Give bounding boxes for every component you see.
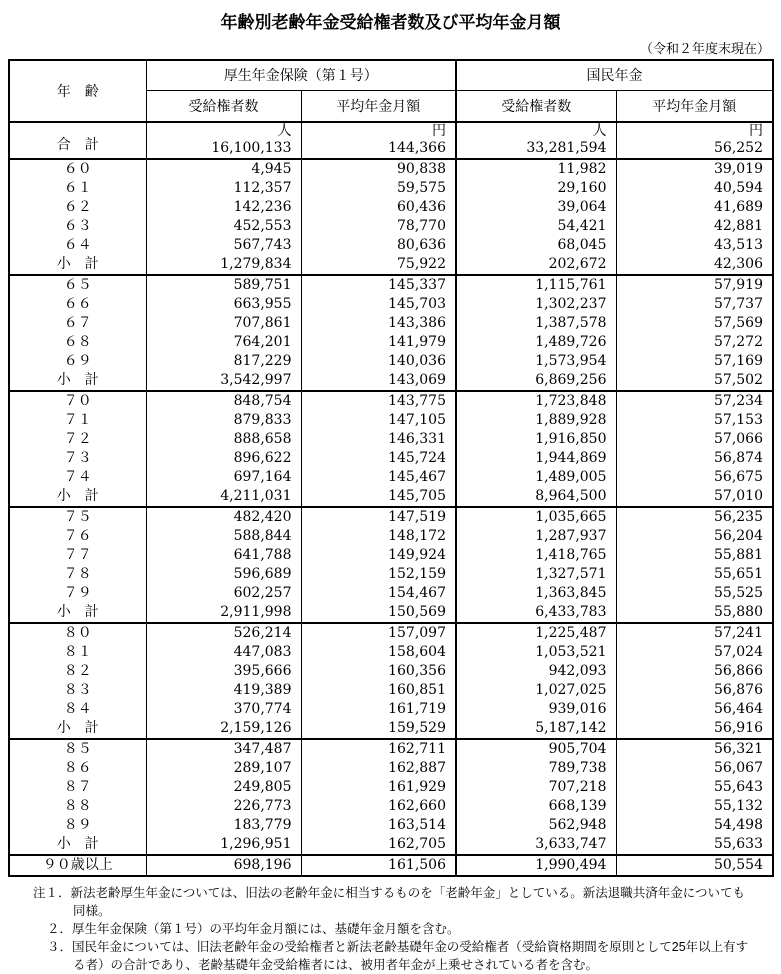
value-cell: 57,569 — [616, 314, 773, 333]
age-label: ６４ — [9, 236, 146, 255]
value-cell: 56,675 — [616, 468, 773, 487]
total-value: 144,366 — [388, 140, 446, 156]
value-cell: 226,773 — [146, 797, 301, 816]
value-cell: 59,575 — [301, 179, 456, 198]
footnote-label: ２． — [47, 922, 73, 936]
age-label: ９０歳以上 — [9, 855, 146, 876]
total-value: 56,252 — [714, 140, 763, 156]
age-label: 小 計 — [9, 255, 146, 275]
age-row — [9, 739, 773, 759]
footnotes — [0, 884, 750, 974]
age-label: ７０ — [9, 391, 146, 411]
age-label: ６１ — [9, 179, 146, 198]
value-cell: 143,775 — [301, 391, 456, 411]
value-cell: 1,387,578 — [456, 314, 616, 333]
age-row — [9, 507, 773, 527]
as-of-date: （令和２年度末現在） — [639, 42, 770, 57]
value-cell: 879,833 — [146, 411, 301, 430]
value-cell: 1,723,848 — [456, 391, 616, 411]
value-cell: 55,132 — [616, 797, 773, 816]
value-cell: 80,636 — [301, 236, 456, 255]
footnote-label: 注１． — [33, 886, 71, 900]
value-cell: 57,169 — [616, 352, 773, 371]
value-cell: 56,866 — [616, 662, 773, 681]
value-cell: 395,666 — [146, 662, 301, 681]
value-cell: 707,218 — [456, 778, 616, 797]
value-cell: 1,363,845 — [456, 584, 616, 603]
age-label: 小 計 — [9, 603, 146, 623]
age-label: ８２ — [9, 662, 146, 681]
value-cell: 112,357 — [146, 179, 301, 198]
value-cell — [301, 122, 456, 159]
value-cell: 39,019 — [616, 159, 773, 179]
value-cell: 183,779 — [146, 816, 301, 835]
age-row — [9, 816, 773, 835]
unit-label: 円 — [749, 123, 763, 139]
age-label: ７１ — [9, 411, 146, 430]
total-value: 16,100,133 — [211, 140, 292, 156]
value-cell: 159,529 — [301, 719, 456, 739]
value-cell: 1,489,726 — [456, 333, 616, 352]
age-label: ８５ — [9, 739, 146, 759]
age-label: ８７ — [9, 778, 146, 797]
value-cell: 78,770 — [301, 217, 456, 236]
age-label: ６９ — [9, 352, 146, 371]
age-row — [9, 430, 773, 449]
value-cell: 57,502 — [616, 371, 773, 391]
age-label: ６８ — [9, 333, 146, 352]
value-cell: 142,236 — [146, 198, 301, 217]
value-cell: 56,464 — [616, 700, 773, 719]
value-cell: 57,153 — [616, 411, 773, 430]
value-cell: 56,235 — [616, 507, 773, 527]
value-cell: 11,982 — [456, 159, 616, 179]
value-cell: 158,604 — [301, 643, 456, 662]
value-cell: 663,955 — [146, 295, 301, 314]
over90-row — [9, 855, 773, 876]
value-cell: 1,489,005 — [456, 468, 616, 487]
value-cell: 289,107 — [146, 759, 301, 778]
age-row — [9, 565, 773, 584]
value-cell: 57,024 — [616, 643, 773, 662]
over90-section — [9, 855, 773, 876]
value-cell: 41,689 — [616, 198, 773, 217]
value-cell: 5,187,142 — [456, 719, 616, 739]
value-cell: 6,433,783 — [456, 603, 616, 623]
age-label: ８１ — [9, 643, 146, 662]
value-cell: 56,321 — [616, 739, 773, 759]
age-label: ７２ — [9, 430, 146, 449]
age-row — [9, 700, 773, 719]
value-cell: 905,704 — [456, 739, 616, 759]
age-row — [9, 217, 773, 236]
age-row — [9, 333, 773, 352]
subtotal-row — [9, 255, 773, 275]
total-value: 33,281,594 — [526, 140, 607, 156]
value-cell: 57,234 — [616, 391, 773, 411]
age-label: ６７ — [9, 314, 146, 333]
value-cell: 942,093 — [456, 662, 616, 681]
age-row — [9, 449, 773, 468]
value-cell: 562,948 — [456, 816, 616, 835]
unit-label: 人 — [592, 123, 607, 139]
column-group-kosei-nenkin: 厚生年金保険（第１号） — [146, 60, 456, 90]
footnote-text: 国民年金については、旧法老齢年金の受給権者と新法老齢基礎年金の受給権者（受給資格期間を原則として25年以上有する者）の合計であり、老齢基礎年金受給権者には、被用者年金が上乗せされている者を含む。 — [72, 940, 749, 972]
age-row — [9, 643, 773, 662]
value-cell: 939,016 — [456, 700, 616, 719]
value-cell: 2,911,998 — [146, 603, 301, 623]
value-cell: 42,881 — [616, 217, 773, 236]
value-cell: 419,389 — [146, 681, 301, 700]
value-cell: 55,633 — [616, 835, 773, 855]
age-label: ７４ — [9, 468, 146, 487]
value-cell: 68,045 — [456, 236, 616, 255]
value-cell: 4,945 — [146, 159, 301, 179]
value-cell: 149,924 — [301, 546, 456, 565]
value-cell: 3,542,997 — [146, 371, 301, 391]
value-cell: 482,420 — [146, 507, 301, 527]
age-label: ７５ — [9, 507, 146, 527]
value-cell: 140,036 — [301, 352, 456, 371]
value-cell: 146,331 — [301, 430, 456, 449]
value-cell: 57,272 — [616, 333, 773, 352]
page-title: 年齢別老齢年金受給権者数及び平均年金月額 — [220, 13, 561, 32]
value-cell: 1,279,834 — [146, 255, 301, 275]
value-cell: 154,467 — [301, 584, 456, 603]
footnote-text: 厚生年金保険（第１号）の平均年金月額には、基礎年金月額を含む。 — [72, 922, 460, 936]
age-label: 小 計 — [9, 835, 146, 855]
value-cell: 145,703 — [301, 295, 456, 314]
age-label: 合 計 — [9, 122, 146, 159]
age-label: ８３ — [9, 681, 146, 700]
value-cell: 347,487 — [146, 739, 301, 759]
value-cell: 162,887 — [301, 759, 456, 778]
value-cell: 161,506 — [301, 855, 456, 876]
value-cell: 596,689 — [146, 565, 301, 584]
age-label: ７７ — [9, 546, 146, 565]
value-cell: 162,705 — [301, 835, 456, 855]
value-cell: 90,838 — [301, 159, 456, 179]
value-cell: 764,201 — [146, 333, 301, 352]
unit-label: 円 — [432, 123, 446, 139]
value-cell: 54,498 — [616, 816, 773, 835]
value-cell: 57,066 — [616, 430, 773, 449]
value-cell: 55,880 — [616, 603, 773, 623]
value-cell: 161,929 — [301, 778, 456, 797]
value-cell: 42,306 — [616, 255, 773, 275]
value-cell: 1,889,928 — [456, 411, 616, 430]
value-cell: 589,751 — [146, 275, 301, 295]
value-cell: 43,513 — [616, 236, 773, 255]
value-cell: 1,287,937 — [456, 527, 616, 546]
value-cell: 1,327,571 — [456, 565, 616, 584]
value-cell: 40,594 — [616, 179, 773, 198]
footnote — [0, 884, 750, 920]
value-cell: 152,159 — [301, 565, 456, 584]
value-cell: 1,115,761 — [456, 275, 616, 295]
subtotal-row — [9, 603, 773, 623]
value-cell: 602,257 — [146, 584, 301, 603]
value-cell: 160,356 — [301, 662, 456, 681]
value-cell: 817,229 — [146, 352, 301, 371]
value-cell: 1,296,951 — [146, 835, 301, 855]
value-cell: 1,302,237 — [456, 295, 616, 314]
value-cell: 75,922 — [301, 255, 456, 275]
subtotal-row — [9, 487, 773, 507]
age-label: ８４ — [9, 700, 146, 719]
unit-label: 人 — [277, 123, 292, 139]
subtotal-row — [9, 835, 773, 855]
value-cell — [456, 122, 616, 159]
age-row — [9, 314, 773, 333]
value-cell: 145,337 — [301, 275, 456, 295]
column-header-avg-pension-kosei: 平均年金月額 — [301, 90, 456, 122]
age-label: ７９ — [9, 584, 146, 603]
subtotal-row — [9, 371, 773, 391]
age-label: ８６ — [9, 759, 146, 778]
value-cell: 707,861 — [146, 314, 301, 333]
value-cell: 2,159,126 — [146, 719, 301, 739]
value-cell: 1,573,954 — [456, 352, 616, 371]
column-header-avg-pension-kokumin: 平均年金月額 — [616, 90, 773, 122]
value-cell — [616, 122, 773, 159]
value-cell: 56,204 — [616, 527, 773, 546]
value-cell: 1,944,869 — [456, 449, 616, 468]
age-row — [9, 468, 773, 487]
value-cell: 163,514 — [301, 816, 456, 835]
age-label: ７６ — [9, 527, 146, 546]
value-cell: 160,851 — [301, 681, 456, 700]
value-cell: 57,241 — [616, 623, 773, 643]
age-label: ６０ — [9, 159, 146, 179]
value-cell: 60,436 — [301, 198, 456, 217]
footnote-label: ３． — [47, 940, 73, 954]
value-cell: 143,069 — [301, 371, 456, 391]
value-cell: 447,083 — [146, 643, 301, 662]
value-cell: 6,869,256 — [456, 371, 616, 391]
age-label: ８８ — [9, 797, 146, 816]
value-cell: 526,214 — [146, 623, 301, 643]
value-cell: 1,225,487 — [456, 623, 616, 643]
groups-section — [9, 159, 773, 855]
age-row — [9, 546, 773, 565]
subtotal-row — [9, 719, 773, 739]
age-label: ７８ — [9, 565, 146, 584]
age-row — [9, 778, 773, 797]
age-label: ６５ — [9, 275, 146, 295]
value-cell: 3,633,747 — [456, 835, 616, 855]
value-cell: 145,467 — [301, 468, 456, 487]
age-row — [9, 159, 773, 179]
value-cell: 55,525 — [616, 584, 773, 603]
value-cell — [146, 122, 301, 159]
value-cell: 148,172 — [301, 527, 456, 546]
age-label: ８９ — [9, 816, 146, 835]
value-cell: 55,881 — [616, 546, 773, 565]
value-cell: 641,788 — [146, 546, 301, 565]
value-cell: 370,774 — [146, 700, 301, 719]
age-row — [9, 623, 773, 643]
value-cell: 789,738 — [456, 759, 616, 778]
age-row — [9, 681, 773, 700]
value-cell: 1,990,494 — [456, 855, 616, 876]
age-label: ６２ — [9, 198, 146, 217]
value-cell: 56,876 — [616, 681, 773, 700]
column-header-beneficiaries-kokumin: 受給権者数 — [456, 90, 616, 122]
value-cell: 147,519 — [301, 507, 456, 527]
age-row — [9, 411, 773, 430]
age-label: 小 計 — [9, 371, 146, 391]
value-cell: 57,010 — [616, 487, 773, 507]
total-row — [9, 122, 773, 159]
header-row-groups — [9, 60, 773, 90]
value-cell: 202,672 — [456, 255, 616, 275]
value-cell: 1,916,850 — [456, 430, 616, 449]
age-row — [9, 662, 773, 681]
age-row — [9, 236, 773, 255]
value-cell: 848,754 — [146, 391, 301, 411]
value-cell: 1,035,665 — [456, 507, 616, 527]
value-cell: 145,724 — [301, 449, 456, 468]
age-row — [9, 179, 773, 198]
column-group-kokumin-nenkin: 国民年金 — [456, 60, 773, 90]
footnote-text: 新法老齢厚生年金については、旧法の老齢年金に相当するものを「老齢年金」としている。新法退職共済年金についても同様。 — [70, 886, 746, 918]
value-cell: 50,554 — [616, 855, 773, 876]
footnote — [0, 938, 750, 974]
value-cell: 896,622 — [146, 449, 301, 468]
value-cell: 143,386 — [301, 314, 456, 333]
value-cell: 147,105 — [301, 411, 456, 430]
value-cell: 668,139 — [456, 797, 616, 816]
value-cell: 698,196 — [146, 855, 301, 876]
age-row — [9, 295, 773, 314]
value-cell: 157,097 — [301, 623, 456, 643]
value-cell: 29,160 — [456, 179, 616, 198]
value-cell: 161,719 — [301, 700, 456, 719]
footnote — [0, 920, 750, 938]
value-cell: 56,874 — [616, 449, 773, 468]
value-cell: 162,660 — [301, 797, 456, 816]
value-cell: 1,053,521 — [456, 643, 616, 662]
value-cell: 145,705 — [301, 487, 456, 507]
value-cell: 55,651 — [616, 565, 773, 584]
value-cell: 39,064 — [456, 198, 616, 217]
value-cell: 1,418,765 — [456, 546, 616, 565]
value-cell: 8,964,500 — [456, 487, 616, 507]
value-cell: 56,067 — [616, 759, 773, 778]
age-row — [9, 584, 773, 603]
total-section — [9, 122, 773, 159]
column-header-age: 年 齢 — [9, 60, 146, 122]
age-label: ６３ — [9, 217, 146, 236]
value-cell: 697,164 — [146, 468, 301, 487]
pension-table — [8, 59, 774, 877]
value-cell: 888,658 — [146, 430, 301, 449]
value-cell: 55,643 — [616, 778, 773, 797]
age-row — [9, 527, 773, 546]
column-header-beneficiaries-kosei: 受給権者数 — [146, 90, 301, 122]
age-label: 小 計 — [9, 719, 146, 739]
age-label: ７３ — [9, 449, 146, 468]
value-cell: 567,743 — [146, 236, 301, 255]
value-cell: 141,979 — [301, 333, 456, 352]
value-cell: 57,919 — [616, 275, 773, 295]
age-label: 小 計 — [9, 487, 146, 507]
age-row — [9, 198, 773, 217]
value-cell: 4,211,031 — [146, 487, 301, 507]
value-cell: 1,027,025 — [456, 681, 616, 700]
value-cell: 57,737 — [616, 295, 773, 314]
age-row — [9, 797, 773, 816]
age-label: ６６ — [9, 295, 146, 314]
value-cell: 452,553 — [146, 217, 301, 236]
age-label: ８０ — [9, 623, 146, 643]
value-cell: 162,711 — [301, 739, 456, 759]
value-cell: 249,805 — [146, 778, 301, 797]
value-cell: 56,916 — [616, 719, 773, 739]
table-header — [9, 60, 773, 122]
value-cell: 150,569 — [301, 603, 456, 623]
age-row — [9, 275, 773, 295]
age-row — [9, 352, 773, 371]
value-cell: 54,421 — [456, 217, 616, 236]
age-row — [9, 391, 773, 411]
value-cell: 588,844 — [146, 527, 301, 546]
age-row — [9, 759, 773, 778]
